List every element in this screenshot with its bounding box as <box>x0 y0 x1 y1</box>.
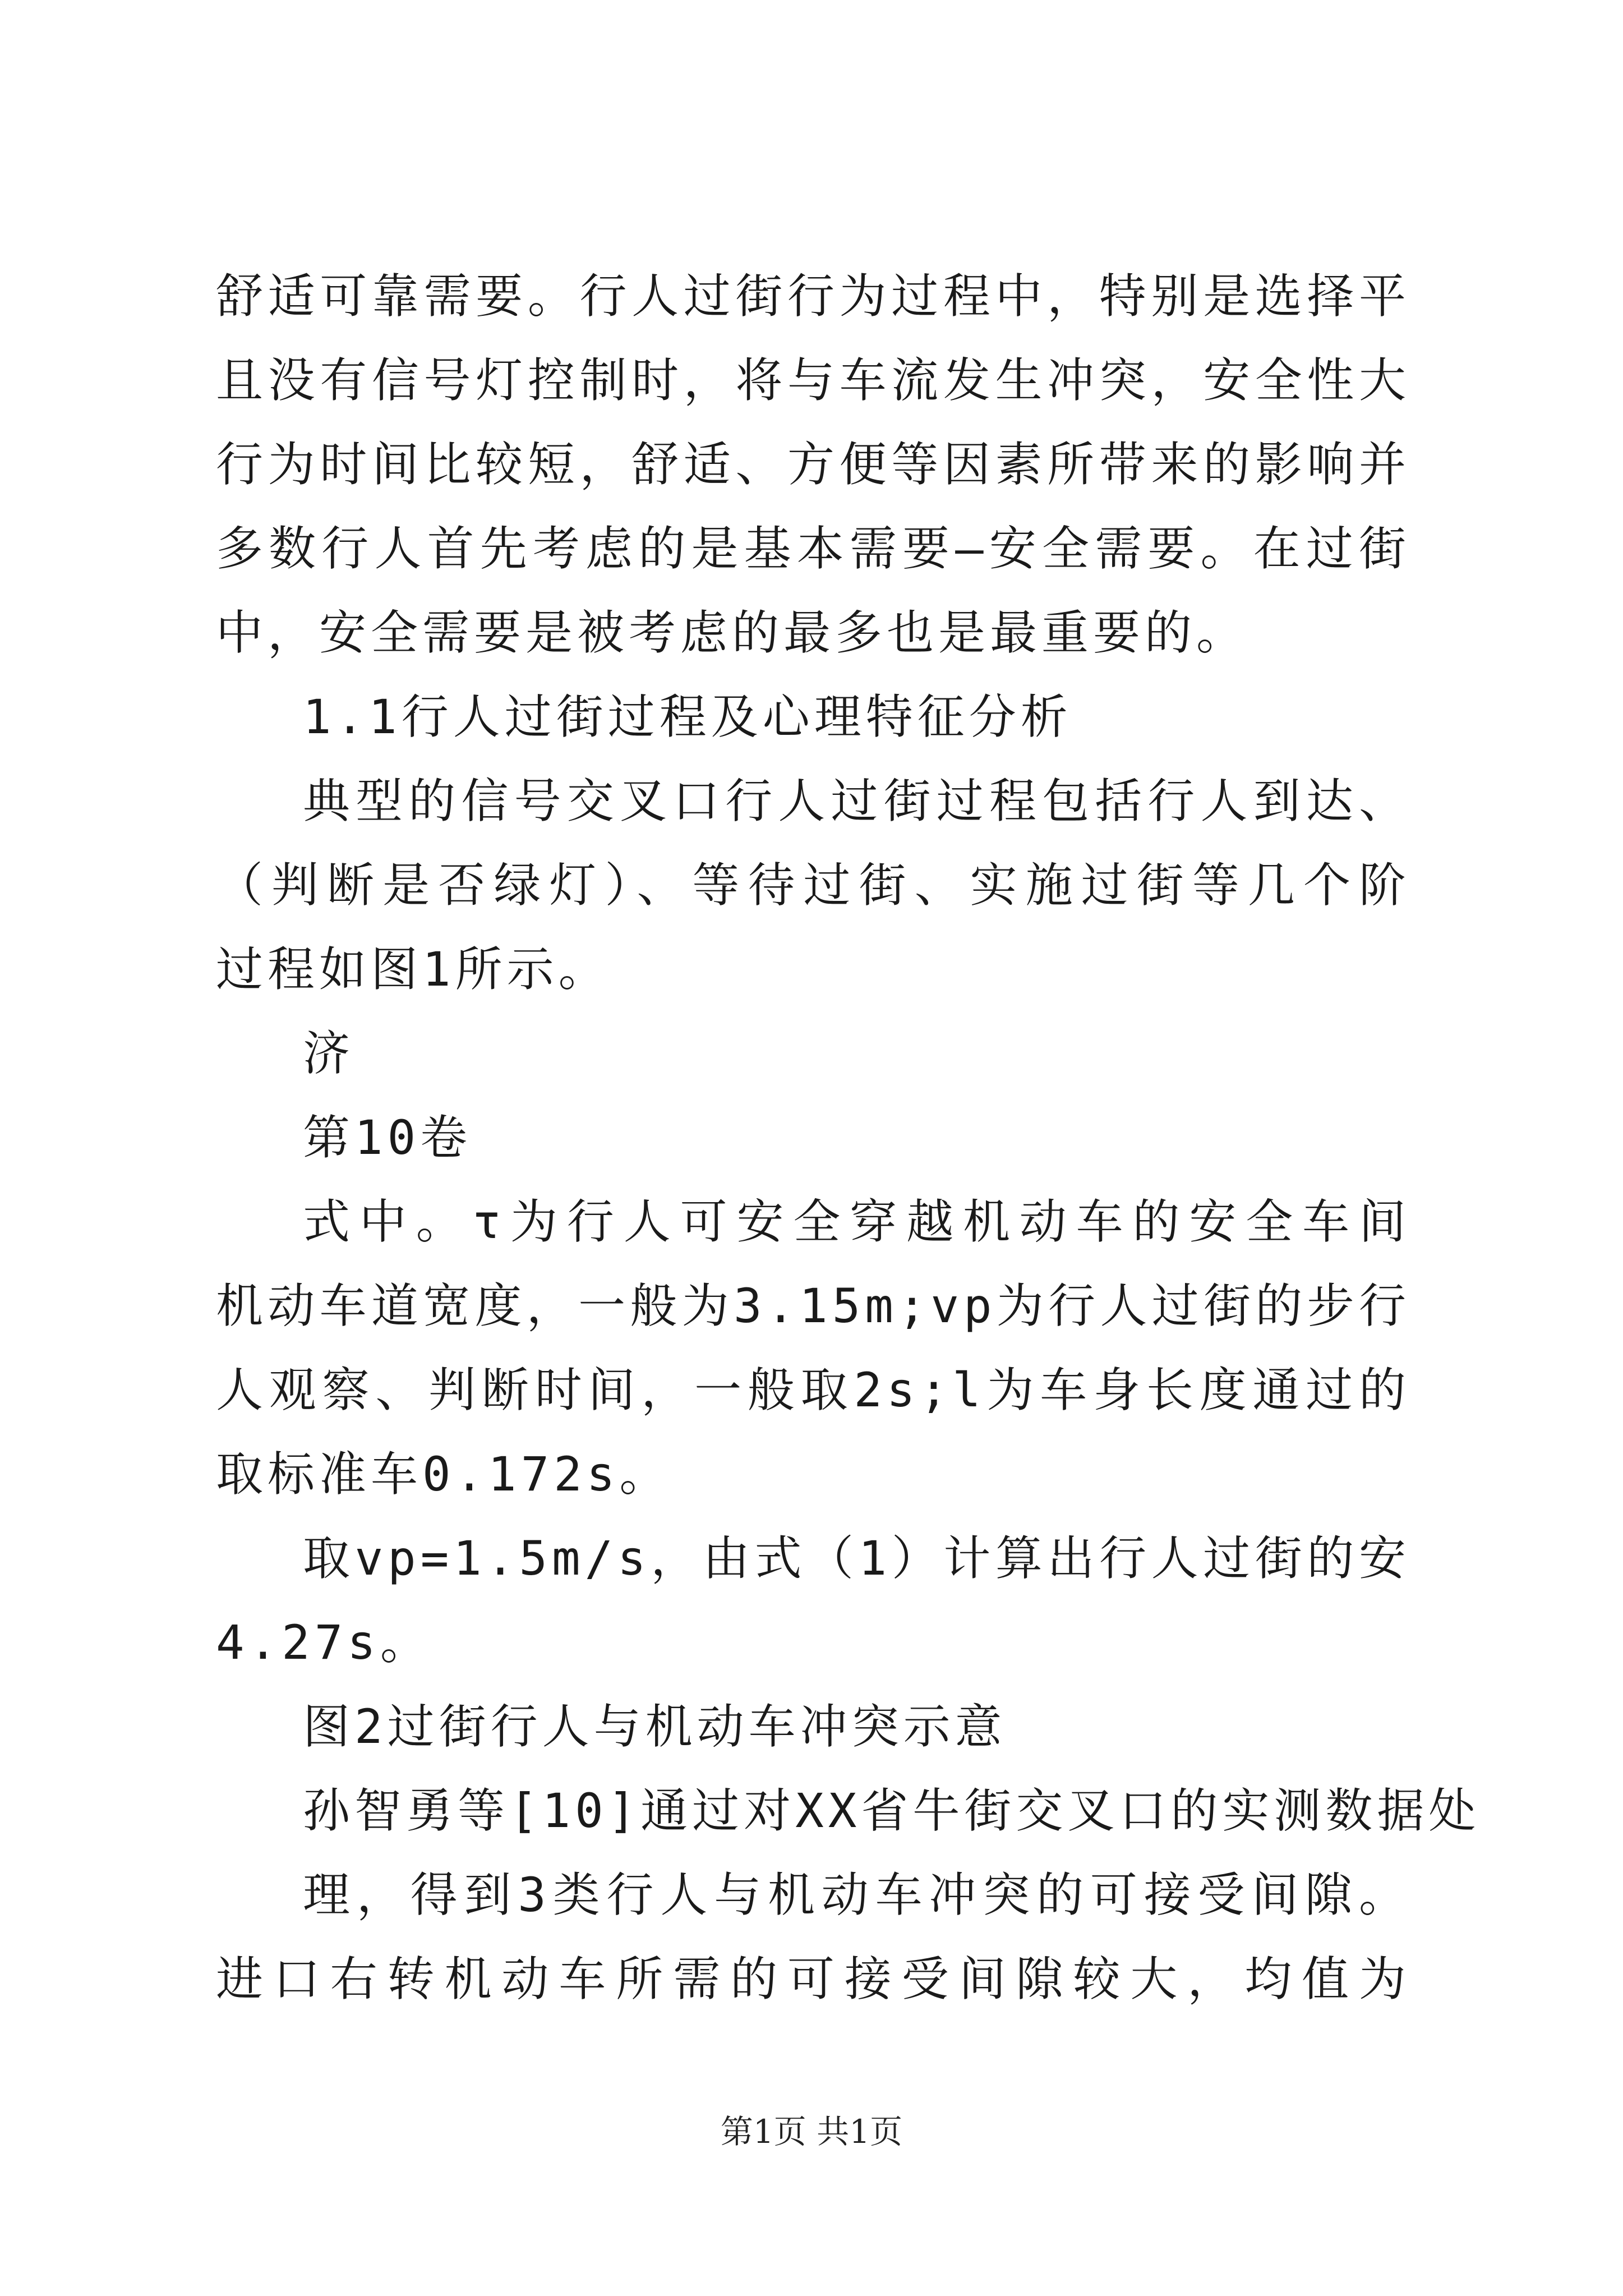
body-text-line: 第10卷 <box>303 1110 472 1165</box>
body-text-line: （判断是否绿灯）、等待过街、实施过街等几个阶 <box>216 858 1410 913</box>
body-text-line: 济 <box>303 1026 355 1081</box>
body-text-line: 取标准车0.172s。 <box>216 1447 671 1502</box>
body-text-line: 典型的信号交叉口行人过街过程包括行人到达、 <box>303 774 1410 829</box>
body-text-line: 4.27s。 <box>216 1615 432 1670</box>
body-text-line: 人观察、判断时间，一般取2s;l为车身长度通过的 <box>216 1363 1410 1418</box>
body-text-line: 中，安全需要是被考虑的最多也是最重要的。 <box>216 605 1248 660</box>
body-text-line: 理，得到3类行人与机动车冲突的可接受间隙。 <box>303 1867 1410 1922</box>
body-text-line: 进口右转机动车所需的可接受间隙较大，均值为 <box>216 1952 1410 2007</box>
figure-caption: 图2过街行人与机动车冲突示意 <box>303 1699 1007 1754</box>
body-text-line: 式中。τ为行人可安全穿越机动车的安全车间 <box>303 1194 1410 1249</box>
body-text-line: 且没有信号灯控制时，将与车流发生冲突，安全性大 <box>216 353 1410 408</box>
body-text-line: 多数行人首先考虑的是基本需要—安全需要。在过街 <box>216 521 1410 576</box>
page-footer: 第1页 共1页 <box>720 2113 903 2151</box>
body-text-line: 机动车道宽度，一般为3.15m;vp为行人过街的步行 <box>216 1278 1410 1333</box>
body-text-line: 舒适可靠需要。行人过街行为过程中，特别是选择平 <box>216 269 1410 324</box>
section-heading: 1.1行人过街过程及心理特征分析 <box>303 689 1072 744</box>
body-text-line: 取vp=1.5m/s，由式（1）计算出行人过街的安 <box>303 1531 1410 1586</box>
body-text-line: 孙智勇等[10]通过对XX省牛街交叉口的实测数据处 <box>303 1783 1481 1838</box>
body-text-line: 过程如图1所示。 <box>216 942 610 997</box>
body-text-line: 行为时间比较短，舒适、方便等因素所带来的影响并 <box>216 437 1410 492</box>
